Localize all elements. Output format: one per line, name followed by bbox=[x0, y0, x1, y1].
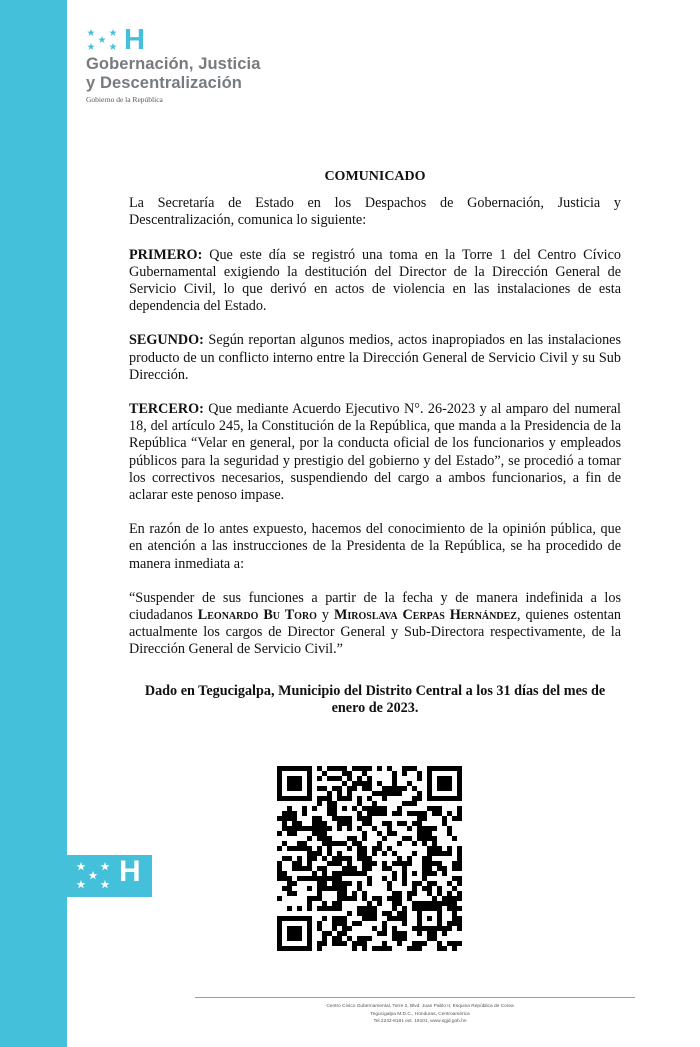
primero-label: PRIMERO: bbox=[129, 246, 203, 263]
side-accent-bar bbox=[0, 0, 67, 1047]
person-name-1: Leonardo Bu Toro bbox=[197, 607, 317, 624]
communique-body bbox=[129, 168, 621, 734]
razon-paragraph: En razón de lo antes expuesto, hacemos del conocimiento de la opinión pública, que en atención a las instrucciones de la Presidenta de la República, se ha procedido de manera inmediata a: bbox=[129, 521, 621, 572]
footer-line-1: Centro Cívico Gubernamental, Torre 2, Blvd. Juan Pablo II, Esquina República de Corea bbox=[326, 1004, 514, 1009]
government-label: Gobierno de la República bbox=[86, 95, 163, 104]
side-logo-tab bbox=[67, 855, 152, 897]
footer-line-3: Tel.2242-8181 ext. 19101, www.sgjd.gob.hn bbox=[373, 1019, 467, 1024]
quote-paragraph bbox=[129, 590, 621, 659]
footer-divider bbox=[195, 997, 635, 998]
stars-icon bbox=[75, 859, 115, 893]
footer-line-2: Tegucigalpa M.D.C., Honduras, Centroamérica bbox=[370, 1011, 470, 1017]
document-title: COMUNICADO bbox=[324, 169, 426, 184]
tercero-label: TERCERO: bbox=[129, 401, 204, 418]
closing-statement: Dado en Tegucigalpa, Municipio del Distrito Central a los 31 días del mes de enero de 2023. bbox=[144, 682, 606, 716]
intro-paragraph: La Secretaría de Estado en los Despachos de Gobernación, Justicia y Descentralización, comunica lo siguiente: bbox=[129, 195, 621, 229]
qr-code bbox=[276, 766, 463, 951]
primero-paragraph bbox=[129, 247, 621, 316]
segundo-text: Según reportan algunos medios, actos inapropiados en las instalaciones producto de un conflicto interno entre la Dirección General de Servicio Civil y su Sub Dirección. bbox=[129, 332, 621, 383]
segundo-paragraph bbox=[129, 332, 621, 384]
person-name-2: Miroslava Cerpas Hernández bbox=[333, 607, 517, 624]
logo-letter: H bbox=[124, 24, 145, 56]
org-name-line2: y Descentralización bbox=[86, 74, 242, 92]
stars-icon bbox=[86, 28, 122, 52]
segundo-label: SEGUNDO: bbox=[129, 332, 204, 349]
footer-address bbox=[280, 1003, 560, 1026]
quote-end: , quienes ostentan actualmente los cargos de Director General y Sub-Directora respectivamente, de la Dirección General de Servicio Civil.” bbox=[129, 607, 622, 658]
org-name-line1: Gobernación, Justicia bbox=[86, 55, 261, 73]
side-logo-letter: H bbox=[119, 855, 141, 888]
tercero-paragraph bbox=[129, 401, 621, 504]
quote-and: y bbox=[316, 607, 334, 624]
logo-mark bbox=[86, 24, 260, 56]
primero-text: Que este día se registró una toma en la Torre 1 del Centro Cívico Gubernamental exigiendo la destitución del Director de la Dirección General de Servicio Civil, lo que derivó en actos de violencia en las instalaciones de esta dependencia del Estado. bbox=[129, 246, 621, 315]
letterhead bbox=[86, 24, 261, 104]
quote-start: “Suspender de sus funciones a partir de la fecha y de manera indefinida a los ciudadanos bbox=[129, 589, 621, 624]
tercero-text: Que mediante Acuerdo Ejecutivo N°. 26-2023 y al amparo del numeral 18, del artículo 245, la Constitución de la República, que manda a la Presidencia de la República “Velar en general, por la conducta oficial de los funcionarios y empleados públicos para la seguridad y prestigio del gobierno y del Estado”, se procedió a tomar los correctivos necesarios, suspendiendo del cargo a ambos funcionarios, a fin de aclarar este penoso impase. bbox=[129, 401, 621, 504]
